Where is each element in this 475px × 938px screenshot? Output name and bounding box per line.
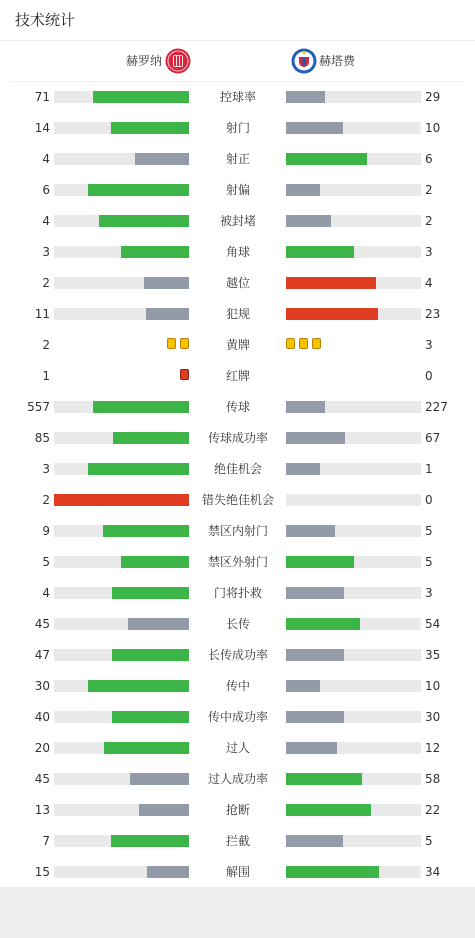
- getafe-crest-icon[interactable]: [291, 48, 317, 74]
- home-stat-value: 30: [34, 679, 50, 693]
- stat-label: 传球: [225, 400, 250, 414]
- home-stat-value: 20: [34, 741, 50, 755]
- home-stat-value: 2: [42, 493, 50, 507]
- home-stat-bar-fill: [93, 401, 189, 413]
- home-stat-bar-fill: [135, 153, 189, 165]
- home-stat-bar: [54, 866, 189, 878]
- home-stat-bar-fill: [88, 184, 189, 196]
- home-stat-bar-fill: [130, 773, 189, 785]
- away-stat-value: 6: [425, 152, 433, 166]
- home-stat-bar: [54, 618, 189, 630]
- stat-label: 射偏: [225, 183, 250, 197]
- away-stat-bar-fill: [286, 835, 343, 847]
- stat-label: 长传成功率: [207, 648, 268, 662]
- yellow-card-icon: [180, 338, 189, 349]
- home-stat-bar-fill: [103, 525, 189, 537]
- away-stat-bar-fill: [286, 401, 325, 413]
- away-stat-value: 58: [425, 772, 441, 786]
- home-stat-value: 1: [42, 369, 50, 383]
- away-stat-value: 2: [425, 214, 433, 228]
- stat-label: 犯规: [225, 307, 250, 321]
- stat-label: 禁区外射门: [207, 555, 268, 569]
- home-stat-bar-fill: [121, 556, 189, 568]
- home-stat-bar-fill: [139, 804, 189, 816]
- home-stat-value: 3: [42, 245, 50, 259]
- away-stat-bar-fill: [286, 866, 379, 878]
- away-stat-bar: [286, 215, 421, 227]
- home-stat-value: 3: [42, 462, 50, 476]
- home-stat-bar: [54, 401, 189, 413]
- home-stat-bar: [54, 649, 189, 661]
- home-stat-bar-fill: [147, 866, 189, 878]
- away-stat-value: 23: [425, 307, 441, 321]
- stat-label: 传中成功率: [207, 710, 268, 724]
- away-stat-bar-fill: [286, 91, 325, 103]
- away-stat-bar: [286, 122, 421, 134]
- stat-label: 控球率: [219, 90, 256, 104]
- stat-label: 传球成功率: [207, 431, 268, 445]
- stat-row: [0, 825, 475, 856]
- home-stat-bar-fill: [99, 215, 189, 227]
- stat-label: 越位: [225, 276, 250, 290]
- stat-row: [0, 484, 475, 515]
- stat-label: 禁区内射门: [207, 524, 268, 538]
- away-stat-bar-fill: [286, 432, 345, 444]
- home-stat-value: 6: [42, 183, 50, 197]
- away-stat-bar-fill: [286, 556, 354, 568]
- away-stat-bar: [286, 773, 421, 785]
- away-stat-bar: [286, 184, 421, 196]
- home-stat-bar-fill: [111, 835, 189, 847]
- home-stat-bar-fill: [128, 618, 189, 630]
- away-stat-bar-fill: [286, 184, 320, 196]
- away-stat-value: 0: [425, 369, 433, 383]
- home-stat-bar: [54, 122, 189, 134]
- home-stat-bar-fill: [88, 463, 189, 475]
- away-stat-bar: [286, 432, 421, 444]
- away-stat-bar-fill: [286, 587, 344, 599]
- home-stat-bar: [54, 711, 189, 723]
- stat-label: 过人: [225, 741, 250, 755]
- yellow-card-icon: [312, 338, 321, 349]
- stat-label: 长传: [225, 617, 250, 631]
- away-stat-bar-fill: [286, 804, 371, 816]
- stat-row: [0, 453, 475, 484]
- stat-label: 绝佳机会: [213, 462, 262, 476]
- home-stat-value: 85: [34, 431, 50, 445]
- stat-label: 错失绝佳机会: [201, 493, 274, 507]
- away-stat-bar: [286, 246, 421, 258]
- away-stat-bar-fill: [286, 246, 354, 258]
- away-stat-bar: [286, 277, 421, 289]
- home-stat-bar: [54, 773, 189, 785]
- stat-row: [0, 856, 475, 887]
- stat-row: [0, 143, 475, 174]
- home-stat-bar: [54, 91, 189, 103]
- home-red-cards: [180, 369, 189, 383]
- away-stat-bar: [286, 649, 421, 661]
- stat-label: 黄牌: [225, 338, 250, 352]
- stat-row: [0, 639, 475, 670]
- away-stat-value: 3: [425, 338, 433, 352]
- stat-row: [0, 391, 475, 422]
- away-stat-bar: [286, 618, 421, 630]
- away-stat-bar-fill: [286, 308, 378, 320]
- away-stat-value: 5: [425, 834, 433, 848]
- away-stat-bar-fill: [286, 122, 343, 134]
- stat-label: 拦截: [225, 834, 250, 848]
- home-stat-value: 5: [42, 555, 50, 569]
- stat-label: 门将扑救: [213, 586, 262, 600]
- home-stat-bar: [54, 494, 189, 506]
- away-stat-value: 4: [425, 276, 433, 290]
- yellow-card-icon: [299, 338, 308, 349]
- stat-row: [0, 298, 475, 329]
- stat-row: [0, 205, 475, 236]
- home-stat-bar: [54, 246, 189, 258]
- home-stat-bar: [54, 556, 189, 568]
- away-stat-bar-fill: [286, 618, 360, 630]
- away-stat-bar: [286, 866, 421, 878]
- stat-label: 过人成功率: [207, 772, 268, 786]
- home-stat-value: 4: [42, 214, 50, 228]
- away-stat-value: 227: [425, 400, 448, 414]
- away-stat-bar-fill: [286, 680, 320, 692]
- away-stat-bar-fill: [286, 215, 331, 227]
- home-stat-bar: [54, 432, 189, 444]
- home-stat-value: 7: [42, 834, 50, 848]
- teams-header: [0, 41, 475, 81]
- home-stat-value: 2: [42, 276, 50, 290]
- stat-row: [0, 701, 475, 732]
- home-stat-bar-fill: [88, 680, 189, 692]
- stat-label: 射正: [225, 152, 250, 166]
- red-card-icon: [180, 369, 189, 380]
- stat-row: [0, 763, 475, 794]
- home-team-name[interactable]: 赫罗纳: [125, 54, 162, 68]
- home-stat-bar-fill: [112, 649, 189, 661]
- away-stat-value: 2: [425, 183, 433, 197]
- home-stat-value: 557: [27, 400, 50, 414]
- stat-row: [0, 81, 475, 112]
- home-stat-bar: [54, 804, 189, 816]
- stat-row: [0, 577, 475, 608]
- home-stat-value: 14: [34, 121, 50, 135]
- stats-list: [0, 81, 475, 887]
- stat-row: [0, 608, 475, 639]
- away-stat-bar-fill: [286, 153, 367, 165]
- stat-row: [0, 329, 475, 360]
- stat-row: [0, 174, 475, 205]
- away-stat-bar: [286, 742, 421, 754]
- home-stat-value: 4: [42, 152, 50, 166]
- home-yellow-cards: [167, 338, 189, 352]
- away-stat-value: 3: [425, 586, 433, 600]
- home-stat-bar: [54, 463, 189, 475]
- home-stat-value: 47: [34, 648, 50, 662]
- stat-row: [0, 112, 475, 143]
- home-stat-value: 11: [34, 307, 50, 321]
- away-stat-value: 3: [425, 245, 433, 259]
- away-stat-value: 67: [425, 431, 441, 445]
- home-stat-bar: [54, 215, 189, 227]
- stat-label: 被封堵: [219, 214, 256, 228]
- stat-row: [0, 732, 475, 763]
- home-stat-bar: [54, 587, 189, 599]
- away-stat-bar: [286, 91, 421, 103]
- section-title: 技术统计: [15, 11, 76, 29]
- away-stat-value: 5: [425, 555, 433, 569]
- home-stat-bar: [54, 277, 189, 289]
- away-stat-value: 22: [425, 803, 441, 817]
- away-stat-value: 34: [425, 865, 441, 879]
- away-stat-bar-fill: [286, 742, 337, 754]
- away-team-name[interactable]: 赫塔费: [319, 54, 356, 68]
- away-stat-value: 35: [425, 648, 441, 662]
- home-stat-value: 45: [34, 617, 50, 631]
- home-stat-bar: [54, 525, 189, 537]
- away-stat-bar-fill: [286, 773, 362, 785]
- away-stat-value: 12: [425, 741, 441, 755]
- yellow-card-icon: [167, 338, 176, 349]
- home-stat-bar: [54, 680, 189, 692]
- stat-row: [0, 422, 475, 453]
- home-stat-bar-fill: [111, 122, 189, 134]
- away-stat-value: 10: [425, 121, 441, 135]
- stat-label: 抢断: [225, 803, 250, 817]
- away-stat-bar: [286, 680, 421, 692]
- away-stat-bar: [286, 153, 421, 165]
- stat-row: [0, 515, 475, 546]
- home-stat-value: 45: [34, 772, 50, 786]
- stat-label: 传中: [225, 679, 250, 693]
- stat-label: 解围: [225, 865, 250, 879]
- home-stat-value: 2: [42, 338, 50, 352]
- stat-row: [0, 794, 475, 825]
- home-stat-value: 71: [34, 90, 50, 104]
- away-stat-bar: [286, 587, 421, 599]
- away-yellow-cards: [286, 338, 321, 352]
- home-stat-bar-fill: [54, 494, 189, 506]
- away-stat-bar-fill: [286, 463, 320, 475]
- home-stat-value: 40: [34, 710, 50, 724]
- yellow-card-icon: [286, 338, 295, 349]
- away-stat-bar-fill: [286, 277, 376, 289]
- away-stat-value: 5: [425, 524, 433, 538]
- home-stat-value: 15: [34, 865, 50, 879]
- away-stat-value: 29: [425, 90, 441, 104]
- home-stat-value: 4: [42, 586, 50, 600]
- home-stat-bar: [54, 308, 189, 320]
- away-stat-value: 0: [425, 493, 433, 507]
- stat-label: 红牌: [225, 369, 250, 383]
- away-stat-bar: [286, 804, 421, 816]
- away-stat-value: 54: [425, 617, 441, 631]
- stat-label: 角球: [225, 245, 250, 259]
- home-stat-value: 9: [42, 524, 50, 538]
- home-stat-bar-fill: [93, 91, 189, 103]
- home-stat-bar: [54, 835, 189, 847]
- away-stat-bar: [286, 494, 421, 506]
- stat-row: [0, 546, 475, 577]
- away-stat-bar-fill: [286, 525, 335, 537]
- home-stat-bar-fill: [112, 711, 189, 723]
- home-stat-bar-fill: [113, 432, 189, 444]
- away-stat-value: 1: [425, 462, 433, 476]
- girona-crest-icon[interactable]: [165, 48, 191, 74]
- home-stat-bar: [54, 153, 189, 165]
- away-stat-bar: [286, 835, 421, 847]
- away-stat-bar: [286, 463, 421, 475]
- stat-row: [0, 267, 475, 298]
- away-stat-value: 10: [425, 679, 441, 693]
- away-stat-bar-fill: [286, 649, 344, 661]
- home-stat-bar-fill: [104, 742, 189, 754]
- stat-label: 射门: [225, 121, 250, 135]
- stat-row: [0, 670, 475, 701]
- away-stat-bar: [286, 308, 421, 320]
- home-stat-bar-fill: [121, 246, 189, 258]
- away-stat-bar: [286, 525, 421, 537]
- stat-row: [0, 360, 475, 391]
- stat-row: [0, 236, 475, 267]
- home-stat-bar: [54, 742, 189, 754]
- home-stat-bar-fill: [146, 308, 189, 320]
- away-stat-bar-fill: [286, 711, 344, 723]
- away-stat-bar: [286, 711, 421, 723]
- away-stat-bar: [286, 401, 421, 413]
- home-stat-bar-fill: [112, 587, 189, 599]
- home-stat-bar-fill: [144, 277, 189, 289]
- away-stat-bar: [286, 556, 421, 568]
- home-stat-value: 13: [34, 803, 50, 817]
- away-stat-value: 30: [425, 710, 441, 724]
- home-stat-bar: [54, 184, 189, 196]
